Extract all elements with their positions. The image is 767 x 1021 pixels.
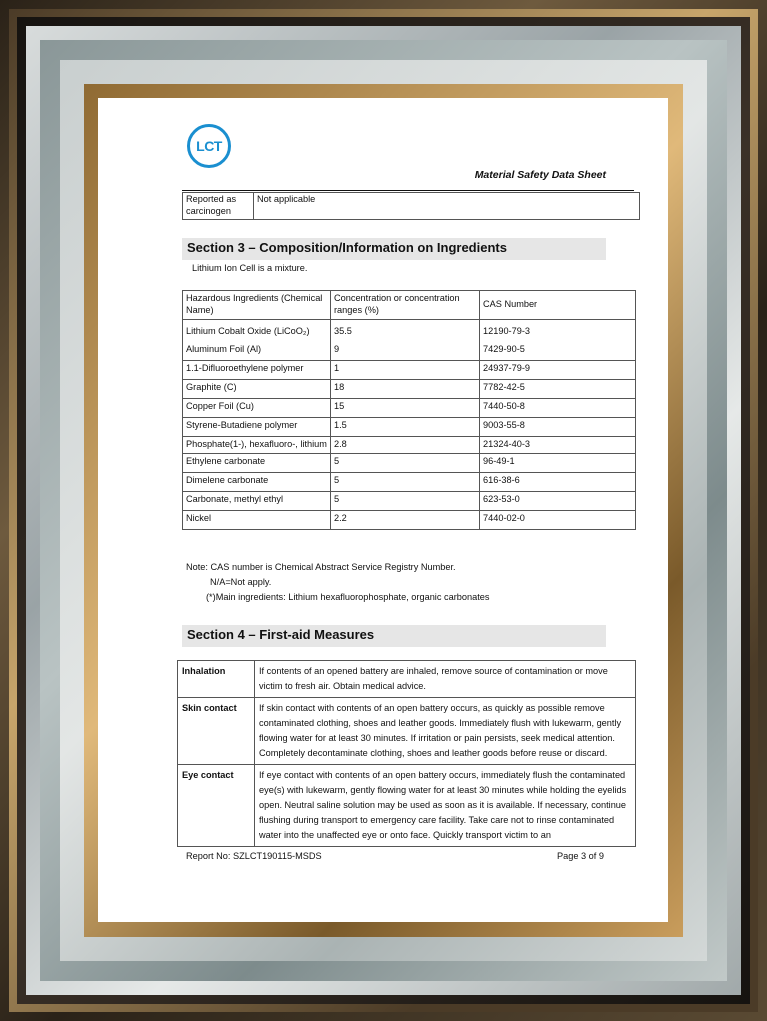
logo-text: LCT <box>196 138 222 154</box>
concentration-cell <box>331 319 480 360</box>
table-row <box>183 472 636 491</box>
report-number: Report No: SZLCT190115-MSDS <box>186 851 322 861</box>
section-3-intro: Lithium Ion Cell is a mixture. <box>192 263 308 273</box>
ingredient-concentration: 35.5 <box>334 325 352 336</box>
ingredient-cas: 96-49-1 <box>480 453 636 472</box>
ingredient-concentration: 18 <box>331 379 480 398</box>
ingredient-cas: 616-38-6 <box>480 472 636 491</box>
carcinogen-label: Reported as carcinogen <box>183 193 254 220</box>
section-3-heading: Section 3 – Composition/Information on Ingredients <box>182 238 606 260</box>
table-row <box>183 491 636 510</box>
table-row <box>178 765 636 847</box>
note-line: (*)Main ingredients: Lithium hexafluorophosphate, organic carbonates <box>206 592 490 602</box>
carcinogen-table <box>182 192 640 220</box>
table-row <box>183 417 636 436</box>
ingredient-concentration: 2.8 <box>331 436 480 453</box>
ingredient-cas: 9003-55-8 <box>480 417 636 436</box>
first-aid-text: If contents of an opened battery are inhaled, remove source of contamination or move victim to fresh air. Obtain medical advice. <box>255 661 636 698</box>
ingredient-name: 1.1-Difluoroethylene polymer <box>183 360 331 379</box>
ingredient-concentration: 1 <box>331 360 480 379</box>
ingredient-name: Phosphate(1-), hexafluoro-, lithium <box>183 436 331 453</box>
table-row <box>183 360 636 379</box>
section-3-notes <box>186 560 489 605</box>
page-number: Page 3 of 9 <box>557 851 604 861</box>
section-4-heading: Section 4 – First-aid Measures <box>182 625 606 647</box>
ingredient-cas: 7440-50-8 <box>480 398 636 417</box>
ingredient-name: Copper Foil (Cu) <box>183 398 331 417</box>
ingredient-concentration: 1.5 <box>331 417 480 436</box>
table-row <box>183 453 636 472</box>
table-row <box>178 698 636 765</box>
ingredient-cas: 12190-79-3 <box>483 325 530 336</box>
column-header: CAS Number <box>480 291 636 320</box>
ingredient-name: Carbonate, methyl ethyl <box>183 491 331 510</box>
ingredient-name: Lithium Cobalt Oxide (LiCoO₂) <box>186 325 310 336</box>
first-aid-text: If eye contact with contents of an open battery occurs, immediately flush the contaminated eye(s) with lukewarm, gently flowing water for at least 30 minutes while holding the eyelids open. Neutral saline solution may be used as soon as it is available. If necessary, continue flushing during transport to emergency care facility. Take care not to rinse contaminated water into the unaffected eye or onto face. Quickly transport victim to an <box>255 765 636 847</box>
carcinogen-value: Not applicable <box>254 193 640 220</box>
ingredient-cas: 7782-42-5 <box>480 379 636 398</box>
column-header: Hazardous Ingredients (Chemical Name) <box>183 291 331 320</box>
table-row <box>183 379 636 398</box>
note-line: Note: CAS number is Chemical Abstract Service Registry Number. <box>186 562 456 572</box>
ingredient-concentration: 5 <box>331 453 480 472</box>
ingredient-name: Nickel <box>183 510 331 529</box>
ingredient-name: Styrene-Butadiene polymer <box>183 417 331 436</box>
table-row <box>183 510 636 529</box>
ingredient-name: Aluminum Foil (Al) <box>186 343 262 354</box>
column-header: Concentration or concentration ranges (%) <box>331 291 480 320</box>
ingredient-cas: 24937-79-9 <box>480 360 636 379</box>
ingredient-cas: 21324-40-3 <box>480 436 636 453</box>
document-title: Material Safety Data Sheet <box>474 169 606 181</box>
ingredient-cas: 623-53-0 <box>480 491 636 510</box>
first-aid-table <box>177 660 636 847</box>
ingredient-concentration: 15 <box>331 398 480 417</box>
first-aid-text: If skin contact with contents of an open battery occurs, as quickly as possible remove contaminated clothing, shoes and leather goods. Immediately flush with lukewarm, gently flowing water for at least 30 minutes. If irritation or pain persists, seek medical attention. Completely decontaminate clothing, shoes and leather goods before reuse or discard. <box>255 698 636 765</box>
ingredient-concentration: 9 <box>334 343 340 354</box>
ingredient-name-cell <box>183 319 331 360</box>
first-aid-label: Inhalation <box>178 661 255 698</box>
document-page <box>98 98 668 922</box>
table-row <box>178 661 636 698</box>
ingredient-concentration: 5 <box>331 491 480 510</box>
table-row <box>183 398 636 417</box>
ingredient-cas: 7440-02-0 <box>480 510 636 529</box>
table-row <box>183 193 640 220</box>
table-header-row <box>183 291 636 320</box>
ingredients-table <box>182 290 636 530</box>
ingredient-concentration: 2.2 <box>331 510 480 529</box>
first-aid-label: Eye contact <box>178 765 255 847</box>
lct-logo <box>187 124 231 168</box>
ingredient-cas: 7429-90-5 <box>483 343 525 354</box>
table-row <box>183 319 636 360</box>
first-aid-label: Skin contact <box>178 698 255 765</box>
ingredient-name: Ethylene carbonate <box>183 453 331 472</box>
header-rule <box>182 190 634 191</box>
ingredient-name: Graphite (C) <box>183 379 331 398</box>
ingredient-concentration: 5 <box>331 472 480 491</box>
table-row <box>183 436 636 453</box>
note-line: N/A=Not apply. <box>210 577 272 587</box>
ingredient-name: Dimelene carbonate <box>183 472 331 491</box>
cas-cell <box>480 319 636 360</box>
